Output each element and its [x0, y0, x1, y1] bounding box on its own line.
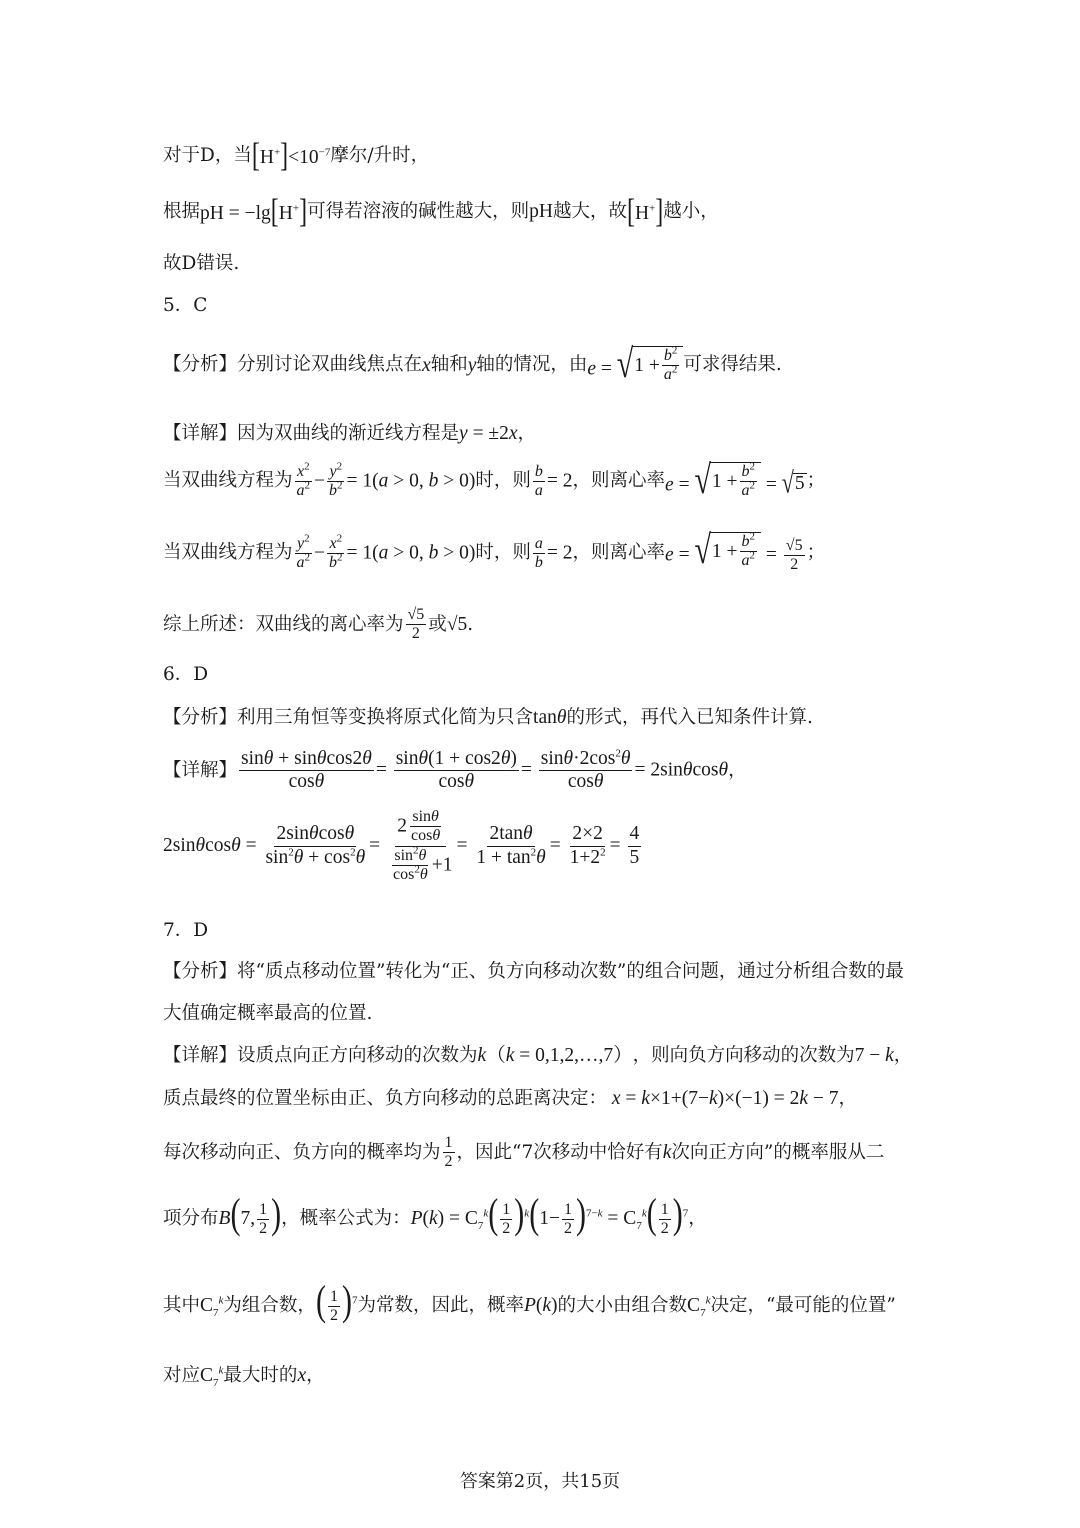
analysis-line: 【分析】 利用三角恒等变换将原式化简为只含 tanθ 的形式，再代入已知条件计算. — [163, 706, 813, 728]
math-binomial: B(7, $\frac{1}{2}$ ) — [218, 1191, 282, 1238]
math-position: x = k×1+(7−k)×(−1) = 2k − 7 — [611, 1088, 839, 1109]
math-hyperbola-y: $\frac{y^2}{a^2}$ − $\frac{x^2}{b^2}$ = 1(a > 0, b > 0) — [296, 532, 476, 571]
detail-line: 【详解】 $\frac{\sin\theta + \sin\theta\cos 2\theta}{\cos\theta}$ = $\frac{\sin\theta(1 + \cos 2\theta)}{\cos\theta}$ = $\frac{\sin\theta\cdot 2\cos^2\theta}{\cos\theta}$ = 2sinθcosθ ， — [163, 747, 747, 793]
page-footer: 答案第2页，共15页 — [459, 1471, 621, 1492]
math-var: k — [662, 1142, 672, 1164]
math-result: √5 — [446, 614, 468, 636]
math-var: x — [422, 354, 431, 376]
detail-line: 每次移动向正、负方向的概率均为 $\frac{1}{2}$ ，因此“7次移动中恰好有 k 次向正方向”的概率服从二 — [163, 1134, 885, 1171]
analysis-line: 【分析】 将“质点移动位置”转化为“正、负方向移动次数”的组合问题，通过分析组合数的最 — [163, 961, 904, 982]
detail-line — [163, 808, 643, 885]
detail-line: 其中 $C_7^k$ 为组合数， ( $\frac{1}{2}$ )$^7$ 为常数，因此，概率 P(k) 的大小由组合数 $C_7^k$ 决定，“最可能的位置” — [163, 1278, 896, 1325]
analysis-line: 【分析】 分别讨论双曲线焦点在 x 轴和 y 轴的情况，由 e = √ 1 + $\frac{b^2}{a^2}$ 可求得结果. — [163, 342, 782, 387]
text: 根据 — [163, 200, 201, 222]
math-trig-chain: $\frac{\sin\theta + \sin\theta\cos 2\theta}{\cos\theta}$ = $\frac{\sin\theta(1 + \cos 2\theta)}{\cos\theta}$ = $\frac{\sin\theta\cdot 2\cos^2\theta}{\cos\theta}$ = 2sinθcosθ — [241, 747, 729, 793]
detail-line: 质点最终的位置坐标由正、负方向移动的总距离决定： x = k×1+(7−k)×(−1) = 2k − 7 ， — [163, 1087, 858, 1109]
text-line — [163, 193, 719, 231]
math-ph-formula: pH = −lg[H+] — [200, 193, 308, 231]
text: 越大，故 — [552, 200, 627, 222]
text: 对于D，当 — [163, 144, 252, 166]
detail-tag: 【详解】 — [163, 759, 238, 781]
detail-tag: 【详解】 — [163, 1044, 238, 1066]
math-h-ion: $[H^+]<10^{-7}$ — [251, 137, 331, 175]
math-comb: $C_7^k$ — [687, 1294, 711, 1320]
math-const: ( $\frac{1}{2}$ )$^7$ — [315, 1278, 358, 1325]
math-asymptote: y = ±2x — [459, 423, 518, 444]
summary-line: 综上所述：双曲线的离心率为 $\frac{√5}{2}$ 或 √5 . — [163, 606, 474, 643]
question-header: 7．D — [163, 920, 209, 941]
text-line — [163, 255, 239, 274]
math-ecc-result: e = √ 1 + $\frac{b^2}{a^2}$ = $\frac{√5}{2}$ — [665, 528, 803, 574]
math-comb: $C_7^k$ — [200, 1364, 224, 1389]
analysis-tag: 【分析】 — [163, 961, 238, 982]
detail-line: 【详解】 因为双曲线的渐近线方程是 y = ±2x ， — [163, 422, 537, 444]
detail-line: 项分布 B(7, $\frac{1}{2}$ ) ，概率公式为： $P(k) = C_7^k$( $\frac{1}{2}$ )$^k$(1− $\frac{1}{2}$ )$^{7-k} = C_7^k$( $\frac{1}{2}$ )$^7$ ， — [163, 1191, 707, 1238]
math-ratio: $\frac{b}{a}$ = 2 — [534, 462, 573, 499]
math-pk: P(k) — [523, 1295, 558, 1317]
detail-tag: 【详解】 — [163, 422, 238, 444]
question-header: 5．C — [163, 295, 208, 316]
math-comb: $C_7^k$ — [200, 1294, 224, 1320]
math-h-ion: [H+] — [626, 193, 664, 231]
text: 可得若溶液的碱性越大，则 — [307, 200, 530, 222]
math-ratio: $\frac{a}{b}$ = 2 — [534, 534, 573, 571]
text: 越小， — [663, 200, 719, 222]
analysis-tag: 【分析】 — [163, 354, 238, 376]
analysis-line: 大值确定概率最高的位置. — [163, 1003, 373, 1024]
math-result: $\frac{√5}{2}$ — [407, 606, 425, 643]
math-ph: pH — [529, 201, 553, 223]
math-var: y — [467, 354, 477, 376]
math-hyperbola-x: $\frac{x^2}{a^2}$ − $\frac{y^2}{b^2}$ = 1(a > 0, b > 0) — [296, 460, 476, 499]
math-trig-chain: 2sinθcosθ = $\frac{2\sin\theta\cos\theta}{\sin^2\theta + \cos^2\theta}$ = 2 $\frac{\sin\theta}{\cos\theta}$ $\frac{\sin^2\theta}{\cos^2\theta}$ +1 = $\frac{2\tan\theta}{1 + \tan^2\theta}$ = $\frac{2\times 2}{1+2^2}$ = $\frac{4}{5}$ — [163, 808, 640, 884]
math-ecc-formula: e = √ 1 + $\frac{b^2}{a^2}$ — [587, 346, 683, 385]
text-line — [163, 137, 430, 175]
detail-line: 对应 $C_7^k$ 最大时的 x ， — [163, 1364, 325, 1389]
math-ecc-result: e = √ 1 + $\frac{b^2}{a^2}$ = √ 5 — [665, 458, 805, 503]
math-var: x — [297, 1365, 307, 1386]
detail-line: 当双曲线方程为 $\frac{y^2}{a^2}$ − $\frac{x^2}{b^2}$ = 1(a > 0, b > 0) 时，则 $\frac{a}{b}$ = 2 ，则离心率 e = √ 1 + $\frac{b^2}{a^2}$ = $\frac{√5}{2}$ ； — [163, 528, 826, 574]
math-var: k — [477, 1045, 487, 1066]
detail-line: 【详解】 设质点向正方向移动的次数为 k （k = 0,1,2,…,7） ，则向负方向移动的次数为 7 − k ， — [163, 1044, 913, 1066]
question-header: 6．D — [163, 664, 209, 685]
math-expr: 7 − k — [854, 1045, 894, 1066]
detail-line: 当双曲线方程为 $\frac{x^2}{a^2}$ − $\frac{y^2}{b^2}$ = 1(a > 0, b > 0) 时，则 $\frac{b}{a}$ = 2 ，则离心率 e = √ 1 + $\frac{b^2}{a^2}$ = √ 5 ； — [163, 458, 826, 503]
math-k-range: （k = 0,1,2,…,7） — [486, 1045, 633, 1066]
math-tan: tanθ — [533, 707, 567, 728]
text: 故D错误. — [163, 253, 240, 274]
math-probability: $P(k) = C_7^k$( $\frac{1}{2}$ )$^k$(1− $\frac{1}{2}$ )$^{7-k} = C_7^k$( $\frac{1}{2}$ )$^7$ — [410, 1191, 689, 1238]
text: 摩尔/升时， — [330, 144, 430, 166]
analysis-tag: 【分析】 — [163, 706, 238, 728]
math-half: $\frac{1}{2}$ — [444, 1134, 453, 1171]
